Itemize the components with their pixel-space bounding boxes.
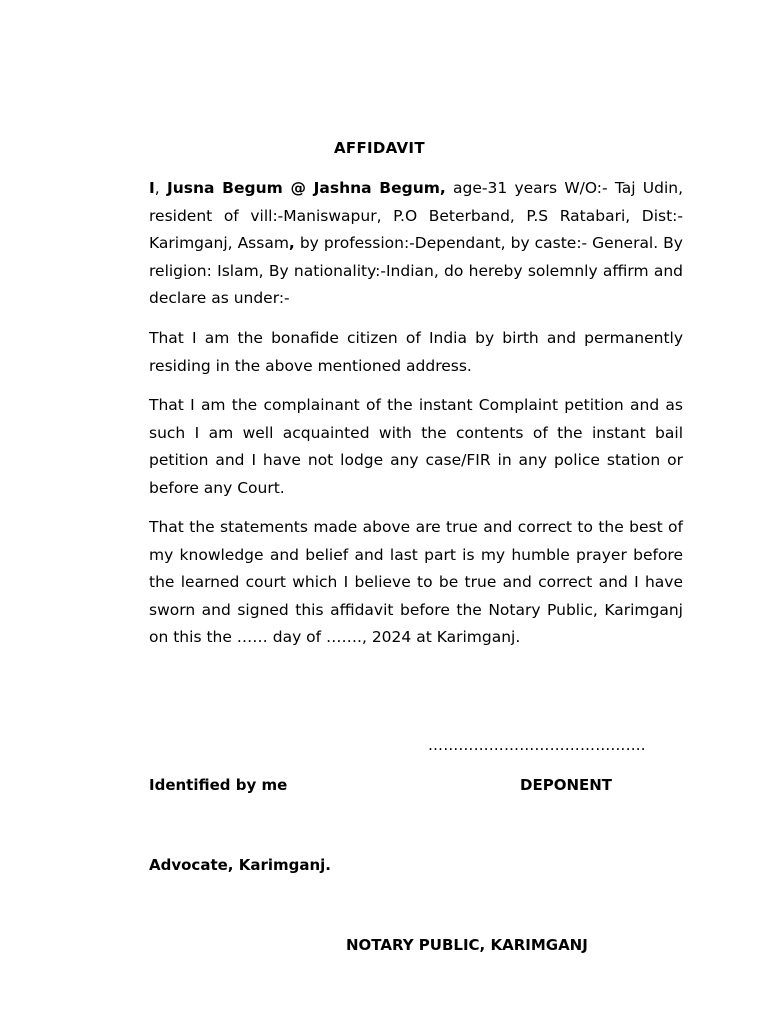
citizenship-paragraph: That I am the bonafide citizen of India by birth and permanently residing in the above mentioned address. bbox=[149, 329, 683, 375]
document-title: AFFIDAVIT bbox=[334, 139, 425, 157]
signature-line: ……………………………………. bbox=[428, 736, 646, 754]
deponent-name: Jusna Begum @ Jashna Begum, bbox=[166, 179, 446, 197]
advocate-label: Advocate, Karimganj. bbox=[149, 856, 331, 874]
notary-public-label: NOTARY PUBLIC, KARIMGANJ bbox=[346, 936, 588, 954]
deponent-details: age-31 years W/O:- Taj Udin, resident of vill:-Maniswapur, P.O Beterband, P.S Ratabari, Dist:-Karimganj, Assam bbox=[149, 179, 684, 253]
intro-comma: , bbox=[154, 179, 167, 197]
deponent-declaration: by profession:-Dependant, by caste:- General. By religion: Islam, By nationality:-Indian, do hereby solemnly affirm and declare as under:- bbox=[149, 234, 683, 308]
deponent-introduction-paragraph bbox=[149, 175, 683, 313]
identified-by-label: Identified by me bbox=[149, 776, 288, 794]
intro-pronoun: I bbox=[149, 179, 155, 197]
complainant-paragraph: That I am the complainant of the instant Complaint petition and as such I am well acquainted with the contents of the instant bail petition and I have not lodge any case/FIR in any police station or before any Court. bbox=[149, 396, 683, 497]
deponent-label: DEPONENT bbox=[520, 776, 613, 794]
verification-paragraph: That the statements made above are true and correct to the best of my knowledge and belief and last part is my humble prayer before the learned court which I believe to be true and correct and I have sworn and signed this affidavit before the Notary Public, Karimganj on this the …… day of ……., 2024 at Karimganj. bbox=[149, 518, 683, 647]
details-comma: , bbox=[288, 234, 295, 253]
